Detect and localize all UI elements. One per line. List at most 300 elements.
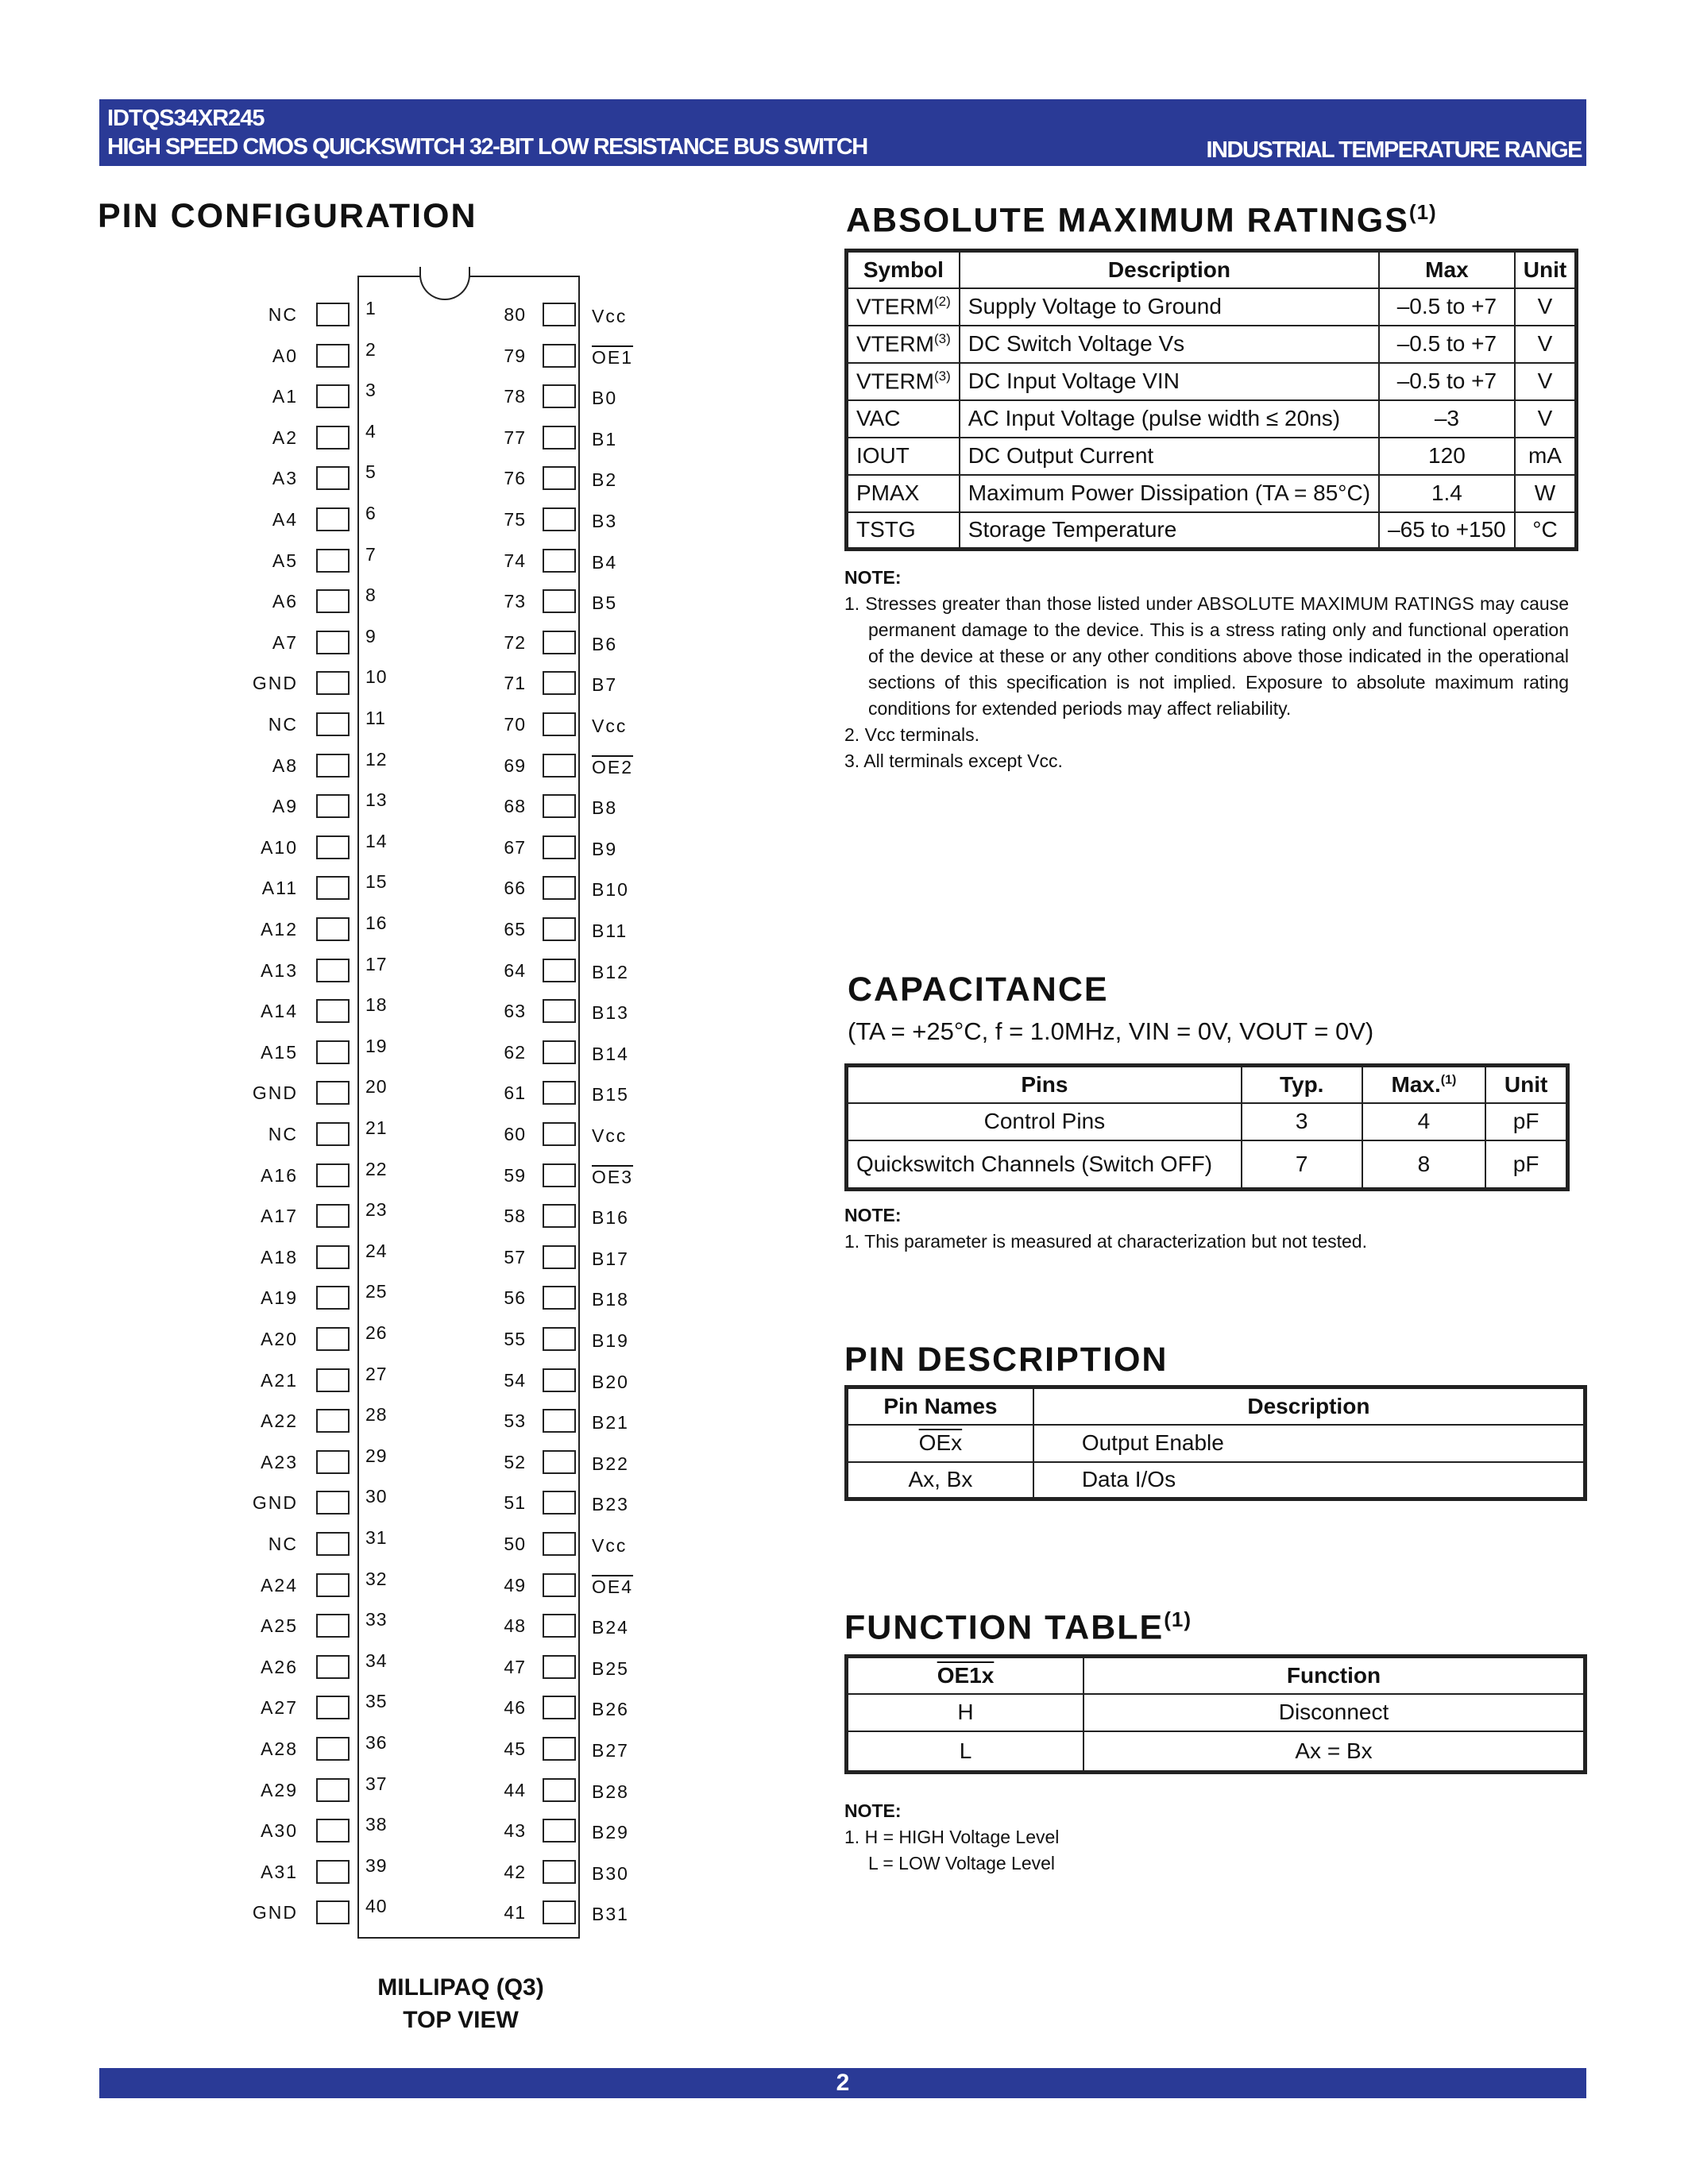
pin-box <box>316 303 350 326</box>
pin-label: Vcc <box>592 1125 628 1146</box>
pin-box <box>543 1860 576 1884</box>
pin-number: 40 <box>365 1896 388 1917</box>
symbol-cell: VTERM$^{(3)}$ <box>847 326 960 363</box>
pin-label: B4 <box>592 551 618 573</box>
pin-box <box>543 1655 576 1679</box>
pin-label: A15 <box>261 1041 298 1063</box>
pin-label: OE2 <box>592 756 634 778</box>
pin-number: 21 <box>365 1117 388 1138</box>
pin-number: 79 <box>504 345 526 366</box>
pin-box <box>543 917 576 941</box>
pin-box <box>316 999 350 1023</box>
pin-number: 8 <box>365 585 377 606</box>
pin-box <box>543 1614 576 1638</box>
pin-number: 50 <box>504 1534 526 1554</box>
page-header <box>99 99 1586 166</box>
table-header-row <box>847 1657 1586 1694</box>
pin-label: B16 <box>592 1207 629 1229</box>
unit-cell: V <box>1515 363 1577 400</box>
pin-box <box>316 917 350 941</box>
pin-box <box>543 1491 576 1515</box>
pin-box <box>543 999 576 1023</box>
pin-box <box>543 507 576 531</box>
pin-box <box>316 589 350 613</box>
pin-label: B30 <box>592 1862 629 1884</box>
pin-box <box>543 1040 576 1064</box>
pin-box <box>543 1900 576 1924</box>
pin-box <box>316 466 350 490</box>
pin-number: 62 <box>504 1041 526 1063</box>
table-row: L Ax = Bx <box>847 1731 1586 1773</box>
pin-label: Vcc <box>592 1535 628 1556</box>
unit-cell: mA <box>1515 438 1577 475</box>
pin-label: B5 <box>592 592 618 614</box>
pin-number: 7 <box>365 543 377 565</box>
pin-number: 72 <box>504 631 526 653</box>
pin-number: 70 <box>504 714 526 735</box>
table-row <box>847 400 1577 438</box>
max-cell: –0.5 to +7 <box>1379 363 1515 400</box>
pin-number: 33 <box>365 1609 388 1630</box>
pin-box <box>543 384 576 408</box>
pin-label: A14 <box>261 1001 298 1022</box>
pin-label: B20 <box>592 1371 629 1392</box>
pin-label: A18 <box>261 1246 298 1268</box>
pin-label: B28 <box>592 1781 629 1802</box>
pin-number: 58 <box>504 1206 526 1227</box>
pin-label: B7 <box>592 674 618 696</box>
pin-number: 63 <box>504 1001 526 1022</box>
pin-number: 54 <box>504 1369 526 1391</box>
pin-number: 27 <box>365 1363 388 1384</box>
pin-label: NC <box>268 1534 298 1554</box>
pin-label: A31 <box>261 1861 298 1882</box>
pin-box <box>543 876 576 900</box>
description-cell: DC Switch Voltage Vs <box>960 326 1379 363</box>
pin-box <box>316 1122 350 1146</box>
capacitance-notes: NOTE: 1. This parameter is measured at characterization but not tested. <box>844 1202 1569 1255</box>
pin-label: A30 <box>261 1820 298 1842</box>
description-cell: DC Output Current <box>960 438 1379 475</box>
pin-box <box>543 426 576 450</box>
col-oe: OE1x <box>847 1657 1083 1694</box>
pin-box <box>543 1573 576 1597</box>
pin-box <box>316 1286 350 1310</box>
table-row: $\overline{OEx}$ Output Enable <box>847 1425 1586 1462</box>
view-label: TOP VIEW <box>403 2007 519 2033</box>
pin-box <box>543 303 576 326</box>
symbol-cell: TSTG <box>847 512 960 550</box>
description-cell: Supply Voltage to Ground <box>960 288 1379 326</box>
pin-label: A10 <box>261 836 298 858</box>
col-typ: Typ. <box>1242 1066 1362 1103</box>
pin-description-title: PIN DESCRIPTION <box>844 1341 1168 1379</box>
pin-label: A20 <box>261 1329 298 1349</box>
pin-box <box>316 1040 350 1064</box>
pin-label: A13 <box>261 959 298 981</box>
unit-cell: V <box>1515 288 1577 326</box>
pin-number: 77 <box>504 426 526 448</box>
note-item: 3. All terminals except Vcc. <box>844 751 1063 771</box>
unit-cell: V <box>1515 400 1577 438</box>
max-cell: –0.5 to +7 <box>1379 288 1515 326</box>
col-max: Max.$^{(1)}$ <box>1362 1066 1486 1103</box>
package-name: MILLIPAQ (Q3) <box>377 1974 544 2001</box>
pin-box <box>316 1655 350 1679</box>
pin-box <box>316 1860 350 1884</box>
pin-number: 41 <box>504 1902 526 1924</box>
col-function: Function <box>1083 1657 1586 1694</box>
pin-label: B25 <box>592 1657 629 1679</box>
pin-number: 52 <box>504 1451 526 1472</box>
col-description: Description <box>960 251 1379 288</box>
pin-number: 25 <box>365 1281 388 1302</box>
col-max: Max <box>1379 251 1515 288</box>
pin-number: 75 <box>504 509 526 530</box>
col-description: Description <box>1033 1387 1586 1425</box>
pin-number: 73 <box>504 591 526 612</box>
pin-number: 6 <box>365 503 377 523</box>
pin-number: 45 <box>504 1738 526 1759</box>
pin-label: NC <box>268 714 298 735</box>
pin-label: A29 <box>261 1779 298 1800</box>
pin-number: 74 <box>504 550 526 571</box>
pin-label: B27 <box>592 1740 629 1761</box>
note-item: L = LOW Voltage Level <box>868 1853 1056 1873</box>
pin-number: 5 <box>365 461 377 483</box>
pin-number: 36 <box>365 1732 388 1753</box>
part-number: IDTQS34XR245 <box>107 106 265 131</box>
pin-label: Vcc <box>592 306 628 326</box>
pin-box <box>316 1245 350 1269</box>
pin-label: GND <box>252 1082 298 1104</box>
pin-label: B6 <box>592 633 618 654</box>
pin-box <box>316 671 350 695</box>
pin-box <box>543 671 576 695</box>
pin-label: B12 <box>592 961 629 982</box>
pin-label: B17 <box>592 1248 629 1269</box>
pin-label: B1 <box>592 428 618 450</box>
pin-box <box>316 426 350 450</box>
pin-number: 53 <box>504 1410 526 1432</box>
pin-number: 59 <box>504 1164 526 1186</box>
pin-number: 56 <box>504 1287 526 1309</box>
pin-label: A24 <box>261 1574 298 1596</box>
col-symbol: Symbol <box>847 251 960 288</box>
pin-label: B15 <box>592 1084 629 1106</box>
pin-label: NC <box>268 304 298 325</box>
pin-label: A12 <box>261 919 298 940</box>
pin-number: 35 <box>365 1691 388 1712</box>
capacitance-title: CAPACITANCE <box>848 970 1109 1009</box>
pin-number: 16 <box>365 913 388 933</box>
pin-number: 13 <box>365 789 388 811</box>
pin-box <box>543 794 576 818</box>
pin-number: 4 <box>365 420 377 442</box>
table-row: H Disconnect <box>847 1694 1586 1731</box>
abs-max-table <box>844 249 1578 551</box>
pin-configuration-title: PIN CONFIGURATION <box>98 197 477 235</box>
document-title: HIGH SPEED CMOS QUICKSWITCH 32-BIT LOW RESISTANCE BUS SWITCH <box>107 134 867 160</box>
max-cell: –3 <box>1379 400 1515 438</box>
pin-number: 61 <box>504 1082 526 1104</box>
pin-box <box>543 1409 576 1433</box>
pin-label: A16 <box>261 1164 298 1186</box>
pin-number: 55 <box>504 1329 526 1349</box>
pin-box <box>316 1450 350 1474</box>
pin-box <box>543 1163 576 1187</box>
symbol-cell: IOUT <box>847 438 960 475</box>
pin-number: 11 <box>365 708 386 728</box>
pin-label: A6 <box>272 591 298 612</box>
pin-number: 46 <box>504 1697 526 1719</box>
pin-box <box>543 589 576 613</box>
table-row <box>847 288 1577 326</box>
pin-number: 43 <box>504 1820 526 1842</box>
capacitance-conditions: (TA = +25°C, f = 1.0MHz, VIN = 0V, VOUT = 0V) <box>848 1017 1374 1045</box>
table-row <box>847 512 1577 550</box>
pin-label: B29 <box>592 1822 629 1843</box>
pin-label: A9 <box>272 796 298 817</box>
table-row <box>847 363 1577 400</box>
pin-box <box>543 1696 576 1719</box>
symbol-cell: PMAX <box>847 475 960 512</box>
pin-box <box>543 1081 576 1105</box>
pin-box <box>316 1737 350 1761</box>
pin-label: OE1 <box>592 346 634 368</box>
function-table-notes: NOTE: 1. H = HIGH Voltage Level L = LOW Voltage Level <box>844 1798 1569 1877</box>
col-unit: Unit <box>1515 251 1577 288</box>
pin-label: A11 <box>261 878 298 899</box>
page-footer <box>99 2068 1586 2098</box>
pin-label: B3 <box>592 511 618 531</box>
pin-box <box>543 1204 576 1228</box>
pin-number: 47 <box>504 1656 526 1677</box>
pin-box <box>543 1368 576 1392</box>
pin-label: GND <box>252 1902 298 1924</box>
pin-label: A0 <box>272 345 298 366</box>
pin-label: A23 <box>261 1451 298 1472</box>
abs-max-title: ABSOLUTE MAXIMUM RATINGS$^{(1)}$ <box>846 200 1437 240</box>
note-item: 1. Stresses greater than those listed under ABSOLUTE MAXIMUM RATINGS may cause permanent damage to the device. This is a stress rating only and functional operation of the device at these or any other conditions above those indicated in the operational sections of this specification is not implied. Exposure to absolute maximum rating conditions for extended periods may affect reliability. <box>844 593 1569 719</box>
pin-number: 23 <box>365 1199 388 1221</box>
pin-number: 31 <box>365 1527 388 1548</box>
pin-label: B18 <box>592 1289 629 1310</box>
pin-box <box>316 631 350 654</box>
table-header-row <box>847 1387 1586 1425</box>
note-item: 1. H = HIGH Voltage Level <box>844 1827 1060 1847</box>
symbol-cell: VTERM$^{(2)}$ <box>847 288 960 326</box>
pin-box <box>316 754 350 778</box>
pin-label: A4 <box>272 509 298 530</box>
pin-box <box>316 1614 350 1638</box>
table-row: Control Pins 3 4 pF <box>847 1103 1568 1140</box>
pin-number: 14 <box>365 830 388 851</box>
pin-box <box>316 1163 350 1187</box>
pin-label: B10 <box>592 879 629 901</box>
pin-number: 78 <box>504 386 526 407</box>
pin-label: OE3 <box>592 1166 634 1187</box>
pin-label: A17 <box>261 1206 298 1227</box>
table-row <box>847 475 1577 512</box>
pin-box <box>316 1081 350 1105</box>
pin-box <box>543 344 576 368</box>
pin-number: 76 <box>504 468 526 489</box>
unit-cell: °C <box>1515 512 1577 550</box>
pin-label: Vcc <box>592 716 628 736</box>
pin-box <box>316 384 350 408</box>
pin-box <box>316 549 350 573</box>
symbol-cell: VAC <box>847 400 960 438</box>
pin-label: B26 <box>592 1699 629 1720</box>
pin-label: GND <box>252 673 298 694</box>
pin-number: 37 <box>365 1773 388 1794</box>
pin-box <box>316 794 350 818</box>
pin-label: B21 <box>592 1412 629 1433</box>
pin-label: B22 <box>592 1453 629 1474</box>
pin-box <box>316 835 350 859</box>
pin-box <box>316 959 350 982</box>
pin-box <box>316 1327 350 1351</box>
table-row: Quickswitch Channels (Switch OFF) 7 8 pF <box>847 1140 1568 1190</box>
max-cell: –65 to +150 <box>1379 512 1515 550</box>
pin-box <box>316 1532 350 1556</box>
max-cell: –0.5 to +7 <box>1379 326 1515 363</box>
pin-box <box>316 1368 350 1392</box>
max-cell: 120 <box>1379 438 1515 475</box>
pin-number: 42 <box>504 1861 526 1882</box>
pin-box <box>543 1737 576 1761</box>
pin-number: 65 <box>504 919 526 940</box>
description-cell: Maximum Power Dissipation (TA = 85°C) <box>960 475 1379 512</box>
description-cell: AC Input Voltage (pulse width ≤ 20ns) <box>960 400 1379 438</box>
pin-box <box>543 835 576 859</box>
table-row <box>847 438 1577 475</box>
pin-number: 57 <box>504 1246 526 1268</box>
pin-number: 1 <box>365 298 377 318</box>
pin-box <box>316 1696 350 1719</box>
pin-label: A27 <box>261 1697 298 1719</box>
unit-cell: V <box>1515 326 1577 363</box>
pin-label: NC <box>268 1124 298 1144</box>
pin-number: 9 <box>365 625 377 646</box>
pin-box <box>543 631 576 654</box>
pin-box <box>316 344 350 368</box>
pin-number: 29 <box>365 1445 388 1466</box>
pin-label: B13 <box>592 1002 629 1024</box>
pin-number: 69 <box>504 754 526 776</box>
pin-box <box>316 1778 350 1802</box>
pin-label: A25 <box>261 1615 298 1637</box>
pin-box <box>316 1900 350 1924</box>
pin-box <box>543 466 576 490</box>
page-number: 2 <box>836 2070 850 2096</box>
pin-box <box>316 507 350 531</box>
description-cell: DC Input Voltage VIN <box>960 363 1379 400</box>
pin-label: A28 <box>261 1738 298 1759</box>
capacitance-table <box>844 1063 1570 1191</box>
pin-box <box>543 1327 576 1351</box>
pin-box <box>543 1122 576 1146</box>
table-row: Ax, Bx Data I/Os <box>847 1462 1586 1499</box>
pin-box <box>543 959 576 982</box>
abs-max-notes: NOTE: 1. Stresses greater than those listed under ABSOLUTE MAXIMUM RATINGS may cause permanent damage to the device. This is a stress rating only and functional operation of the device at these or any other conditions above those indicated in the operational sections of this specification is not implied. Exposure to absolute maximum rating conditions for extended periods may affect reliability. 2. Vcc terminals. 3. All terminals except Vcc. <box>844 565 1569 774</box>
pin-number: 39 <box>365 1854 388 1876</box>
pin-number: 3 <box>365 380 377 401</box>
pin-number: 71 <box>504 673 526 694</box>
pin-label: B8 <box>592 797 618 819</box>
pin-label: B19 <box>592 1330 629 1351</box>
pin-label: B9 <box>592 838 618 859</box>
pin-label: B11 <box>592 920 628 941</box>
pin-number: 38 <box>365 1814 388 1835</box>
col-unit: Unit <box>1485 1066 1567 1103</box>
pin-box <box>316 876 350 900</box>
function-table <box>844 1654 1587 1774</box>
pin-label: A22 <box>261 1410 298 1432</box>
description-cell: Storage Temperature <box>960 512 1379 550</box>
table-header-row <box>847 1066 1568 1103</box>
col-pins: Pins <box>847 1066 1242 1103</box>
pin-label: A19 <box>261 1287 298 1309</box>
pin-box <box>543 1532 576 1556</box>
pin-box <box>316 712 350 736</box>
symbol-cell: VTERM$^{(3)}$ <box>847 363 960 400</box>
pin-number: 44 <box>504 1779 526 1800</box>
pin-label: B31 <box>592 1904 629 1925</box>
pin-number: 17 <box>365 953 388 974</box>
pin-label: A2 <box>272 426 298 448</box>
pin-box <box>543 549 576 573</box>
max-cell: 1.4 <box>1379 475 1515 512</box>
pin-number: 68 <box>504 796 526 817</box>
pin-box <box>316 1204 350 1228</box>
pin-number: 64 <box>504 959 526 981</box>
pin-number: 10 <box>365 666 388 688</box>
pin-label: OE4 <box>592 1576 634 1597</box>
pin-number: 67 <box>504 836 526 858</box>
pin-number: 60 <box>504 1124 526 1144</box>
pin-label: A21 <box>261 1369 298 1391</box>
pin-box <box>543 1819 576 1843</box>
pin-number: 66 <box>504 878 526 899</box>
note-item: 2. Vcc terminals. <box>844 724 979 745</box>
pin-number: 12 <box>365 748 388 770</box>
pin-number: 22 <box>365 1158 388 1179</box>
pin-label: A26 <box>261 1656 298 1677</box>
pin-number: 20 <box>365 1076 388 1098</box>
pin-label: B14 <box>592 1043 629 1064</box>
table-row <box>847 326 1577 363</box>
pin-number: 26 <box>365 1322 388 1343</box>
pin-box <box>543 1286 576 1310</box>
pin-number: 80 <box>504 304 526 325</box>
pin-number: 18 <box>365 994 388 1016</box>
pin-label: B23 <box>592 1494 629 1515</box>
pin-label: B24 <box>592 1617 629 1638</box>
pin-box <box>316 1409 350 1433</box>
pin-box <box>543 1778 576 1802</box>
pin-number: 19 <box>365 1035 388 1056</box>
table-header-row <box>847 251 1577 288</box>
pin-label: A1 <box>272 386 298 407</box>
pin-label: B2 <box>592 469 618 491</box>
pin-box <box>543 712 576 736</box>
pin-number: 30 <box>365 1486 388 1507</box>
pin-number: 28 <box>365 1404 388 1426</box>
pin-box <box>316 1573 350 1597</box>
pin-label: B0 <box>592 388 618 409</box>
